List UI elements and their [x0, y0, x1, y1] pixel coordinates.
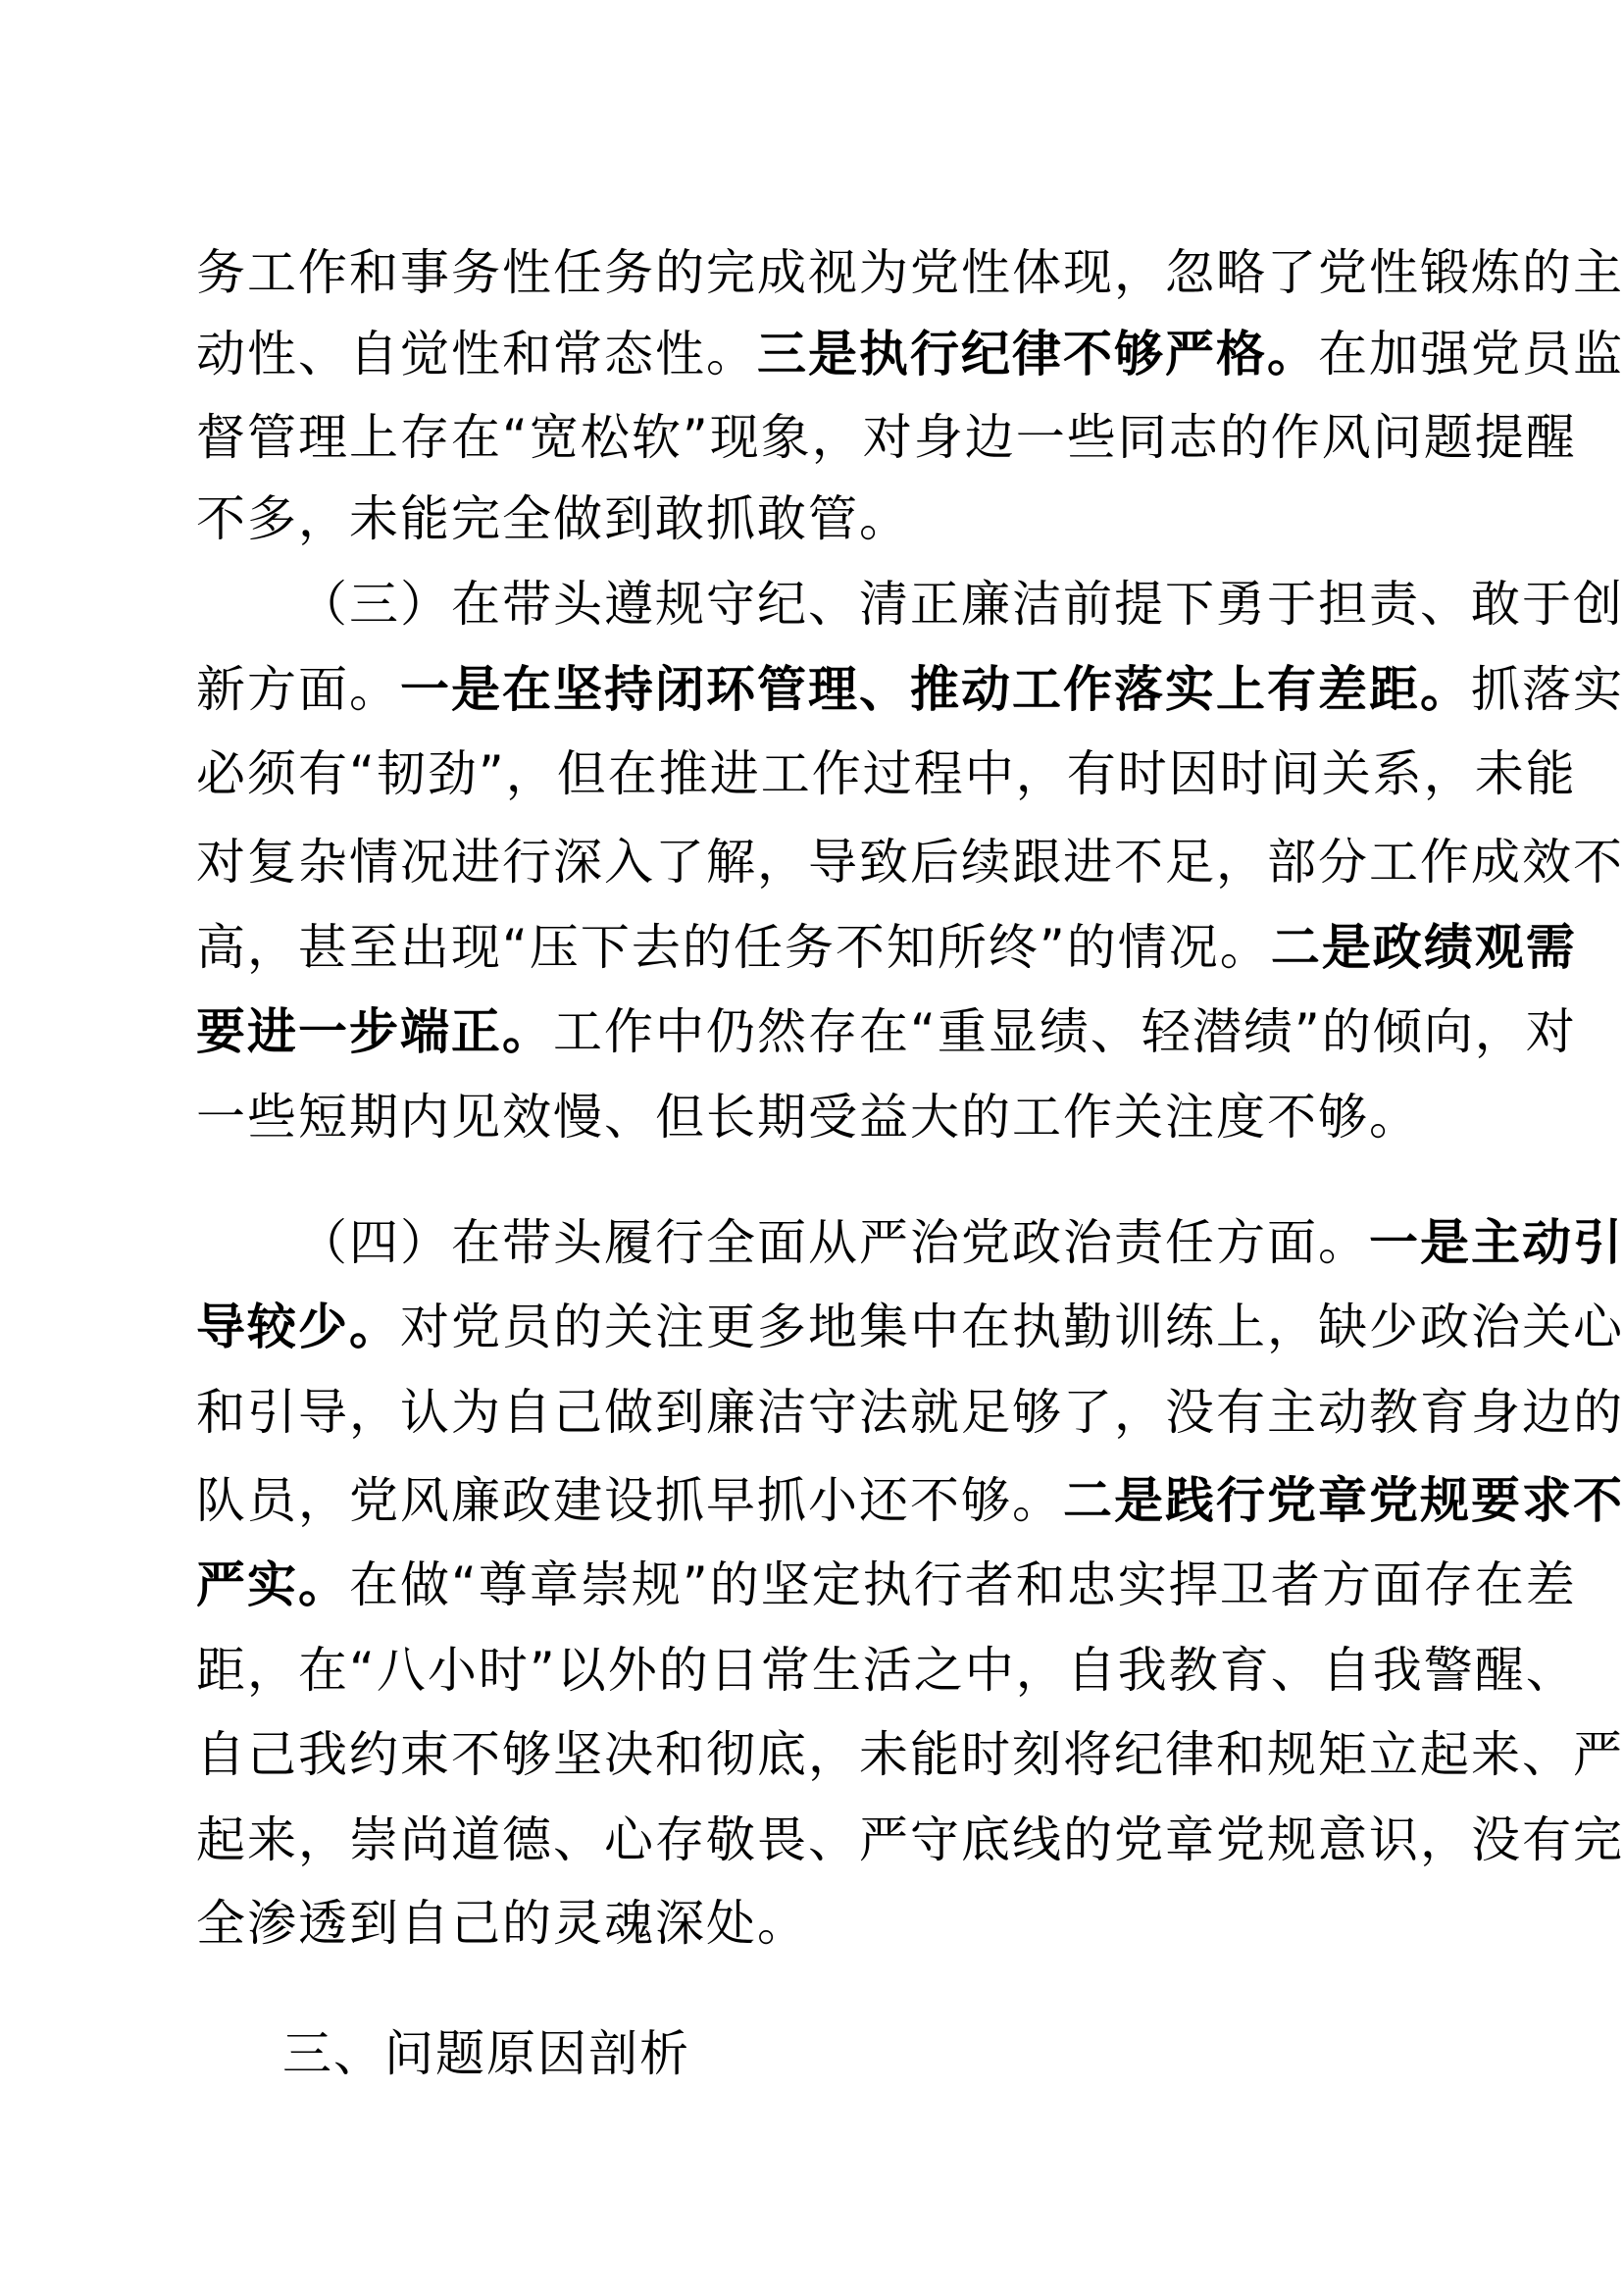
paragraph-line: [196, 732, 1577, 816]
bold-text-segment: 二是政绩观需: [1270, 919, 1577, 976]
paragraph-line: [196, 647, 1624, 732]
paragraph-line: [196, 1543, 1577, 1627]
paragraph-line: [196, 230, 1624, 315]
paragraph-line: [196, 1370, 1624, 1454]
text-segment: 自己我约束不够坚决和彻底，未能时刻将纪律和规矩立起来、严: [196, 1726, 1624, 1783]
paragraph-line: [196, 1285, 1624, 1369]
paragraph-line: [196, 820, 1624, 904]
text-segment: （四）在带头履行全面从严治党政治责任方面。: [298, 1214, 1369, 1271]
text-segment: 督管理上存在“宽松软”现象，对身边一些同志的作风问题提醒: [196, 409, 1577, 466]
bold-text-segment: 严实。: [196, 1556, 349, 1613]
text-segment: 动性、自觉性和常态性。: [196, 326, 757, 382]
paragraph-line: [196, 1712, 1624, 1797]
paragraph-line: [196, 1075, 1428, 1159]
text-segment: 距，在“八小时”以外的日常生活之中，自我教育、自我警醒、: [196, 1642, 1577, 1699]
paragraph-line: [196, 395, 1577, 480]
bold-text-segment: 要进一步端正。: [196, 1003, 553, 1060]
bold-text-segment: 一是主动引: [1369, 1214, 1624, 1271]
bold-text-segment: 导较少。: [196, 1299, 400, 1355]
text-segment: 和引导，认为自己做到廉洁守法就足够了，没有主动教育身边的: [196, 1384, 1624, 1441]
section-heading: [282, 2012, 1428, 2096]
text-segment: 三、问题原因剖析: [282, 2025, 690, 2082]
text-segment: 对复杂情况进行深入了解，导致后续跟进不足，部分工作成效不: [196, 834, 1624, 891]
text-segment: 在加强党员监: [1318, 326, 1624, 382]
paragraph-line: [196, 1798, 1624, 1882]
text-segment: （三）在带头遵规守纪、清正廉洁前提下勇于担责、敢于创: [298, 576, 1624, 633]
paragraph-line: [196, 477, 1428, 561]
text-segment: 对党员的关注更多地集中在执勤训练上，缺少政治关心: [400, 1299, 1624, 1355]
text-segment: 抓落实: [1471, 661, 1624, 718]
text-segment: 一些短期内见效慢、但长期受益大的工作关注度不够。: [196, 1089, 1420, 1146]
bold-text-segment: 二是践行党章党规要求不: [1063, 1472, 1624, 1529]
paragraph-line: [196, 990, 1577, 1074]
text-segment: 工作中仍然存在“重显绩、轻潜绩”的倾向，对: [553, 1003, 1577, 1060]
text-segment: 全渗透到自己的灵魂深处。: [196, 1895, 808, 1952]
paragraph-line: [298, 562, 1624, 646]
paragraph-line: [196, 1628, 1577, 1712]
bold-text-segment: 三是执行纪律不够严格。: [757, 326, 1318, 382]
paragraph-line: [196, 905, 1577, 990]
text-segment: 高，甚至出现“压下去的任务不知所终”的情况。: [196, 919, 1271, 976]
paragraph-line: [196, 1458, 1624, 1543]
text-segment: 务工作和事务性任务的完成视为党性体现，忽略了党性锻炼的主: [196, 244, 1624, 301]
bold-text-segment: 一是在坚持闭环管理、推动工作落实上有差距。: [400, 661, 1471, 718]
text-segment: 必须有“韧劲”，但在推进工作过程中，有时因时间关系，未能: [196, 745, 1577, 802]
paragraph-line: [196, 312, 1624, 396]
text-segment: 不多，未能完全做到敢抓敢管。: [196, 490, 910, 547]
text-segment: 在做“尊章崇规”的坚定执行者和忠实捍卫者方面存在差: [349, 1556, 1577, 1613]
text-segment: 起来，崇尚道德、心存敬畏、严守底线的党章党规意识，没有完: [196, 1811, 1624, 1868]
text-segment: 队员，党风廉政建设抓早抓小还不够。: [196, 1472, 1063, 1529]
paragraph-line: [298, 1200, 1624, 1285]
text-segment: 新方面。: [196, 661, 400, 718]
paragraph-line: [196, 1881, 1428, 1965]
